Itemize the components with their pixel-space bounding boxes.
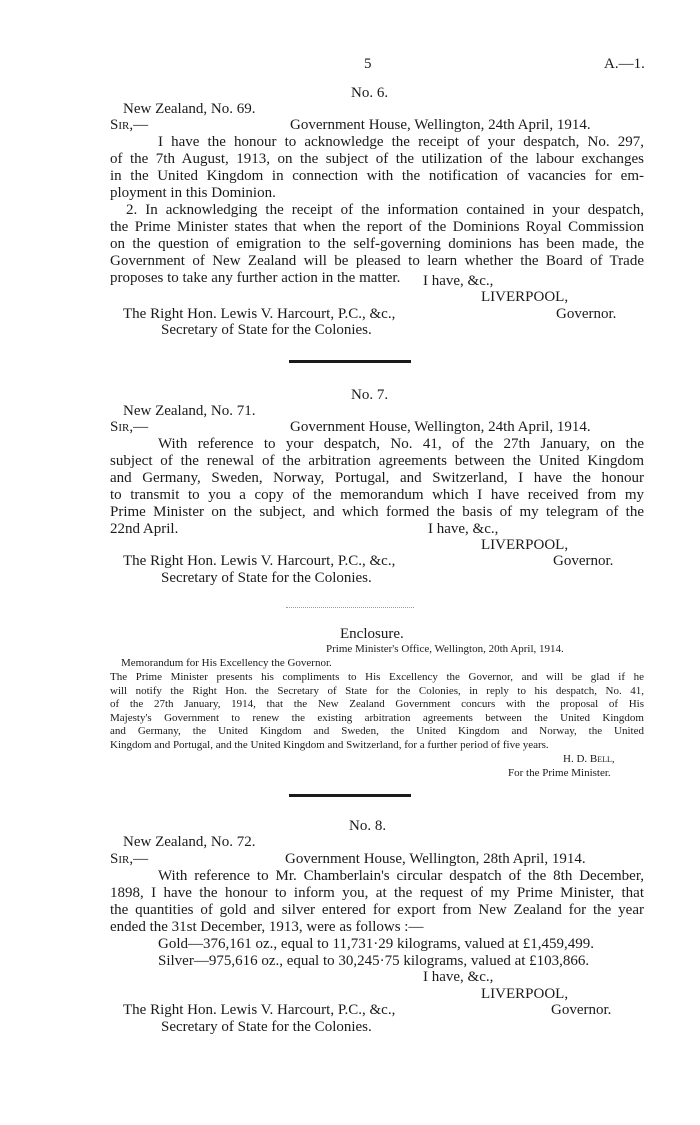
enclosure-signature: H. D. Bell,	[563, 753, 615, 765]
body-line: the quantities of gold and silver entered for export from New Zealand for the year	[110, 902, 644, 918]
export-item-silver: Silver—975,616 oz., equal to 30,245·75 kilograms, valued at £103,866.	[158, 953, 590, 969]
recipient-office: Secretary of State for the Colonies.	[161, 1019, 372, 1035]
memo-line: Memorandum for His Excellency the Governor.	[121, 657, 332, 669]
recipient: The Right Hon. Lewis V. Harcourt, P.C., &c.,	[123, 553, 396, 569]
body-line: subject of the renewal of the arbitration agreements between the United Kingdom	[110, 453, 644, 469]
enclosure-body	[110, 671, 644, 753]
letter-ref: New Zealand, No. 72.	[123, 834, 256, 850]
enclosure-for-line: For the Prime Minister.	[508, 767, 611, 779]
signature: LIVERPOOL,	[481, 289, 569, 305]
signature: LIVERPOOL,	[481, 986, 569, 1002]
letter-body	[110, 134, 644, 287]
body-line: on the question of emigration to the self-governing dominions has been made, the	[110, 236, 644, 252]
body-line: With reference to Mr. Chamberlain's circular despatch of the 8th December,	[158, 868, 644, 884]
body-line: ended the 31st December, 1913, were as follows :—	[110, 919, 424, 935]
letter-address: Government House, Wellington, 24th April, 1914.	[290, 419, 591, 435]
enclosure-address: Prime Minister's Office, Wellington, 20th April, 1914.	[326, 643, 564, 655]
dotted-divider	[286, 607, 414, 608]
signature: LIVERPOOL,	[481, 537, 569, 553]
signatory-title: Governor.	[556, 306, 617, 322]
recipient-office: Secretary of State for the Colonies.	[161, 570, 372, 586]
enclosure-line: Majesty's Government to renew the existing arbitration agreements between the United Kingdom	[110, 711, 644, 724]
body-line: proposes to take any further action in the matter.	[110, 270, 401, 286]
salutation: Sir,—	[110, 851, 149, 867]
salutation: Sir,—	[110, 419, 149, 435]
body-line: I have the honour to acknowledge the receipt of your despatch, No. 297,	[158, 134, 644, 150]
enclosure-line: of the 27th January, 1914, that the New Zealand Government concurs with the proposal of His	[110, 698, 644, 711]
recipient: The Right Hon. Lewis V. Harcourt, P.C., &c.,	[123, 306, 396, 322]
enclosure-line: will notify the Right Hon. the Secretary of State for the Colonies, in reply to his despatch, No. 41,	[110, 684, 644, 697]
document-reference: A.—1.	[604, 56, 645, 72]
letter-address: Government House, Wellington, 28th April, 1914.	[285, 851, 586, 867]
body-line: 1898, I have the honour to inform you, at the request of my Prime Minister, that	[110, 885, 644, 901]
letter-ref: New Zealand, No. 69.	[123, 101, 256, 117]
letter-ref: New Zealand, No. 71.	[123, 403, 256, 419]
closing: I have, &c.,	[428, 521, 499, 537]
page-number: 5	[364, 56, 372, 72]
letter-address: Government House, Wellington, 24th April, 1914.	[290, 117, 591, 133]
enclosure-heading: Enclosure.	[340, 626, 404, 642]
body-line: to transmit to you a copy of the memorandum which I have received from my	[110, 487, 644, 503]
body-line: ployment in this Dominion.	[110, 185, 276, 201]
body-line: and Germany, Sweden, Norway, Portugal, and Switzerland, I have the honour	[110, 470, 644, 486]
recipient: The Right Hon. Lewis V. Harcourt, P.C., &c.,	[123, 1002, 396, 1018]
salutation: Sir,—	[110, 117, 149, 133]
body-line: of the 7th August, 1913, on the subject of the utilization of the labour exchanges	[110, 151, 644, 167]
closing: I have, &c.,	[423, 273, 494, 289]
letter-number: No. 7.	[351, 387, 389, 403]
signatory-title: Governor.	[551, 1002, 612, 1018]
body-line: the Prime Minister states that when the report of the Dominions Royal Commission	[110, 219, 644, 235]
body-line: With reference to your despatch, No. 41, of the 27th January, on the	[158, 436, 644, 452]
body-line: in the United Kingdom in connection with the notification of vacancies for em-	[110, 168, 644, 184]
letter-number: No. 6.	[351, 85, 389, 101]
export-item-gold: Gold—376,161 oz., equal to 11,731·29 kilograms, valued at £1,459,499.	[158, 936, 595, 952]
body-line: Government of New Zealand will be pleased to learn whether the Board of Trade	[110, 253, 644, 269]
enclosure-line: Kingdom and Portugal, and the United Kingdom and Switzerland, for a further period of five years.	[110, 738, 549, 751]
section-rule	[289, 360, 411, 363]
section-rule	[289, 794, 411, 797]
letter-body	[110, 436, 644, 538]
recipient-office: Secretary of State for the Colonies.	[161, 322, 372, 338]
body-line: Prime Minister on the subject, and which formed the basis of my telegram of the	[110, 504, 644, 520]
enclosure-line: and Germany, the United Kingdom and Sweden, the United Kingdom and Norway, the United	[110, 725, 644, 738]
body-line: 22nd April.	[110, 521, 179, 537]
enclosure-line: The Prime Minister presents his compliments to His Excellency the Governor, and will be glad if he	[110, 671, 644, 683]
letter-body	[110, 868, 644, 936]
letter-number: No. 8.	[349, 818, 387, 834]
body-line: 2. In acknowledging the receipt of the information contained in your despatch,	[126, 202, 644, 218]
closing: I have, &c.,	[423, 969, 494, 985]
signatory-title: Governor.	[553, 553, 614, 569]
